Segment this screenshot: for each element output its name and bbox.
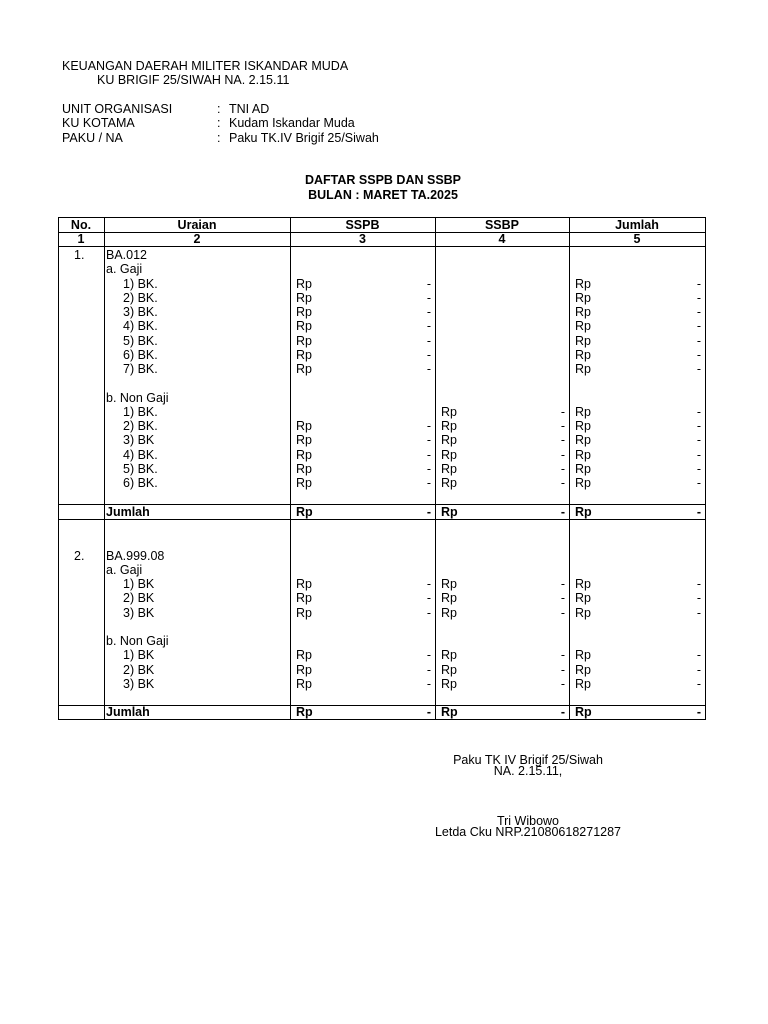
dash-value: - <box>696 461 701 476</box>
item-label: 4) BK. <box>123 447 158 462</box>
currency-label: Rp <box>296 648 312 663</box>
total-row-top-border <box>58 504 706 505</box>
item-label: 6) BK. <box>123 476 158 490</box>
column-number: 3 <box>359 232 366 246</box>
currency-label: Rp <box>296 276 312 291</box>
dash-value: - <box>696 290 701 305</box>
currency-label: Rp <box>296 577 312 591</box>
column-number-divider <box>58 246 706 247</box>
signature-na: NA. 2.15.11, <box>493 764 563 778</box>
total-currency-label: Rp <box>441 504 458 519</box>
column-number: 5 <box>633 232 641 246</box>
item-label: 1) BK <box>123 577 155 591</box>
currency-label: Rp <box>575 433 591 448</box>
total-currency-label: Rp <box>296 705 313 720</box>
info-sep-unit: : <box>217 102 221 116</box>
column-border <box>705 217 706 720</box>
currency-label: Rp <box>575 447 591 462</box>
currency-label: Rp <box>296 461 312 476</box>
currency-label: Rp <box>575 305 591 319</box>
signature-name: Tri Wibowo <box>496 814 560 828</box>
currency-label: Rp <box>575 419 591 433</box>
currency-label: Rp <box>575 461 591 476</box>
currency-label: Rp <box>296 419 312 433</box>
section-code: BA.999.08 <box>106 548 165 563</box>
info-sep-paku: : <box>217 131 221 145</box>
currency-label: Rp <box>296 290 312 305</box>
dash-value: - <box>696 662 701 677</box>
dash-value: - <box>426 419 431 433</box>
dash-value: - <box>426 461 431 476</box>
currency-label: Rp <box>441 461 457 476</box>
dash-value: - <box>426 605 431 620</box>
currency-label: Rp <box>296 605 312 620</box>
dash-value: - <box>696 362 701 376</box>
currency-label: Rp <box>441 419 457 433</box>
section-code: BA.012 <box>106 248 148 262</box>
currency-label: Rp <box>441 577 457 591</box>
item-label: 1) BK. <box>123 276 158 291</box>
currency-label: Rp <box>575 276 591 291</box>
currency-label: Rp <box>296 362 312 376</box>
info-value-paku: Paku TK.IV Brigif 25/Siwah <box>229 131 379 145</box>
dash-value: - <box>426 333 431 348</box>
info-sep-kotama: : <box>217 116 221 130</box>
dash-value: - <box>426 433 431 448</box>
currency-label: Rp <box>575 404 591 419</box>
header-line-1: KEUANGAN DAERAH MILITER ISKANDAR MUDA <box>62 59 349 73</box>
currency-label: Rp <box>575 362 591 376</box>
currency-label: Rp <box>296 676 312 691</box>
dash-value: - <box>696 433 701 448</box>
total-dash-value: - <box>426 504 431 519</box>
item-label: 3) BK <box>123 433 155 448</box>
dash-value: - <box>696 404 701 419</box>
total-label: Jumlah <box>106 705 150 720</box>
column-number: 1 <box>77 232 85 246</box>
info-value-unit: TNI AD <box>229 102 270 116</box>
currency-label: Rp <box>441 433 457 448</box>
header-ssbp: SSBP <box>484 217 520 232</box>
currency-label: Rp <box>296 447 312 462</box>
group-label: b. Non Gaji <box>106 634 169 648</box>
dash-value: - <box>426 319 431 334</box>
column-border <box>104 217 105 720</box>
item-label: 3) BK <box>123 605 155 620</box>
dash-value: - <box>560 605 565 620</box>
item-label: 2) BK. <box>123 419 158 433</box>
currency-label: Rp <box>575 347 591 362</box>
total-currency-label: Rp <box>575 504 592 519</box>
currency-label: Rp <box>575 333 591 348</box>
currency-label: Rp <box>575 591 591 606</box>
currency-label: Rp <box>575 676 591 691</box>
currency-label: Rp <box>441 605 457 620</box>
dash-value: - <box>560 662 565 677</box>
column-border <box>58 217 59 720</box>
dash-value: - <box>696 605 701 620</box>
group-label: a. Gaji <box>106 262 143 277</box>
currency-label: Rp <box>575 577 591 591</box>
currency-label: Rp <box>575 319 591 334</box>
total-dash-value: - <box>696 705 701 720</box>
currency-label: Rp <box>441 662 457 677</box>
currency-label: Rp <box>296 333 312 348</box>
header-no: No. <box>70 217 92 232</box>
dash-value: - <box>696 676 701 691</box>
header-jumlah: Jumlah <box>615 217 659 232</box>
total-dash-value: - <box>560 705 565 720</box>
column-number: 2 <box>193 232 201 246</box>
column-border <box>569 217 570 720</box>
currency-label: Rp <box>296 347 312 362</box>
currency-label: Rp <box>296 305 312 319</box>
currency-label: Rp <box>575 648 591 663</box>
currency-label: Rp <box>575 476 591 490</box>
dash-value: - <box>426 577 431 591</box>
column-number: 4 <box>498 232 506 246</box>
currency-label: Rp <box>441 648 457 663</box>
dash-value: - <box>696 447 701 462</box>
group-label: a. Gaji <box>106 562 143 577</box>
item-label: 7) BK. <box>123 362 158 376</box>
section-number: 1. <box>74 248 85 262</box>
column-border <box>435 217 436 720</box>
dash-value: - <box>426 290 431 305</box>
total-currency-label: Rp <box>575 705 592 720</box>
item-label: 5) BK. <box>123 461 158 476</box>
header-uraian: Uraian <box>177 217 217 232</box>
item-label: 2) BK <box>123 662 155 677</box>
item-label: 1) BK. <box>123 404 158 419</box>
item-label: 6) BK. <box>123 347 158 362</box>
currency-label: Rp <box>441 676 457 691</box>
dash-value: - <box>560 419 565 433</box>
currency-label: Rp <box>296 591 312 606</box>
info-label-kotama: KU KOTAMA <box>62 116 135 130</box>
dash-value: - <box>560 461 565 476</box>
signature-office: Paku TK IV Brigif 25/Siwah <box>453 753 603 767</box>
item-label: 2) BK <box>123 591 155 606</box>
dash-value: - <box>560 591 565 606</box>
total-currency-label: Rp <box>296 504 313 519</box>
currency-label: Rp <box>296 662 312 677</box>
currency-label: Rp <box>296 319 312 334</box>
currency-label: Rp <box>441 591 457 606</box>
currency-label: Rp <box>575 605 591 620</box>
dash-value: - <box>560 476 565 490</box>
currency-label: Rp <box>441 447 457 462</box>
header-sspb: SSPB <box>345 217 380 232</box>
item-label: 3) BK <box>123 676 155 691</box>
currency-label: Rp <box>441 476 457 490</box>
dash-value: - <box>696 476 701 490</box>
dash-value: - <box>696 591 701 606</box>
currency-label: Rp <box>296 433 312 448</box>
document-subtitle: BULAN : MARET TA.2025 <box>308 188 458 202</box>
total-currency-label: Rp <box>441 705 458 720</box>
currency-label: Rp <box>441 404 457 419</box>
total-dash-value: - <box>696 504 701 519</box>
dash-value: - <box>426 362 431 376</box>
dash-value: - <box>426 648 431 663</box>
dash-value: - <box>696 577 701 591</box>
total-row-bottom-border <box>58 519 706 520</box>
dash-value: - <box>696 347 701 362</box>
document-title: DAFTAR SSPB DAN SSBP <box>304 173 462 187</box>
total-row-top-border <box>58 705 706 706</box>
total-row-bottom-border <box>58 719 706 720</box>
total-dash-value: - <box>426 705 431 720</box>
dash-value: - <box>560 404 565 419</box>
dash-value: - <box>426 591 431 606</box>
dash-value: - <box>560 648 565 663</box>
dash-value: - <box>426 662 431 677</box>
dash-value: - <box>560 433 565 448</box>
dash-value: - <box>426 276 431 291</box>
item-label: 3) BK. <box>123 305 158 319</box>
section-number: 2. <box>74 548 85 563</box>
info-label-unit: UNIT ORGANISASI <box>62 102 173 116</box>
total-label: Jumlah <box>106 504 150 519</box>
dash-value: - <box>426 476 431 490</box>
dash-value: - <box>426 676 431 691</box>
group-label: b. Non Gaji <box>106 390 169 405</box>
dash-value: - <box>696 419 701 433</box>
currency-label: Rp <box>575 290 591 305</box>
item-label: 1) BK <box>123 648 155 663</box>
dash-value: - <box>696 648 701 663</box>
dash-value: - <box>560 577 565 591</box>
dash-value: - <box>696 333 701 348</box>
signature-rank-nrp: Letda Cku NRP.21080618271287 <box>434 825 622 839</box>
item-label: 5) BK. <box>123 333 158 348</box>
item-label: 4) BK. <box>123 319 158 334</box>
dash-value: - <box>560 447 565 462</box>
dash-value: - <box>696 319 701 334</box>
dash-value: - <box>426 305 431 319</box>
dash-value: - <box>426 347 431 362</box>
item-label: 2) BK. <box>123 290 158 305</box>
column-border <box>290 217 291 720</box>
currency-label: Rp <box>296 476 312 490</box>
dash-value: - <box>696 276 701 291</box>
info-value-kotama: Kudam Iskandar Muda <box>229 116 355 130</box>
currency-label: Rp <box>575 662 591 677</box>
dash-value: - <box>696 305 701 319</box>
total-dash-value: - <box>560 504 565 519</box>
dash-value: - <box>560 676 565 691</box>
header-line-2: KU BRIGIF 25/SIWAH NA. 2.15.11 <box>97 73 290 87</box>
dash-value: - <box>426 447 431 462</box>
info-label-paku: PAKU / NA <box>62 131 123 145</box>
